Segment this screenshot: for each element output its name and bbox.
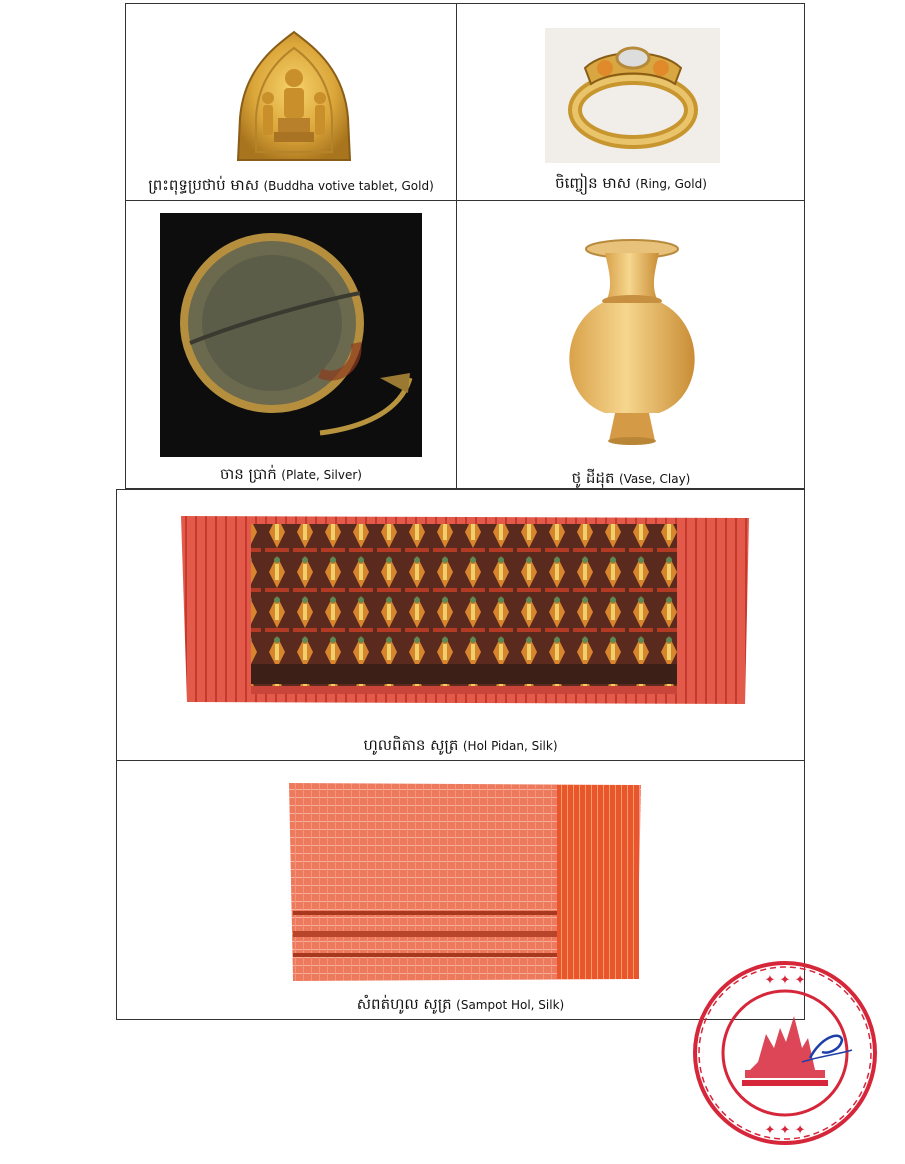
caption-en: (Hol Pidan, Silk) bbox=[462, 739, 558, 753]
caption-buddha-tablet bbox=[126, 176, 456, 198]
caption-hol-pidan bbox=[117, 736, 804, 758]
caption-en: (Ring, Gold) bbox=[635, 177, 707, 191]
clay-vase-image bbox=[557, 237, 707, 447]
cell-silver-plate bbox=[126, 201, 456, 489]
artifact-grid-top bbox=[125, 3, 805, 489]
svg-text:✦ ✦ ✦: ✦ ✦ ✦ bbox=[764, 973, 806, 988]
svg-text:✦ ✦ ✦: ✦ ✦ ✦ bbox=[764, 1123, 806, 1138]
cell-gold-ring bbox=[457, 4, 805, 200]
official-seal-icon bbox=[690, 958, 880, 1148]
caption-km: ព្រះពុទ្ធប្រថាប់ មាស bbox=[148, 176, 259, 194]
caption-km: ចាន ប្រាក់ bbox=[219, 465, 277, 483]
caption-km: ចិញ្ចៀន មាស bbox=[555, 174, 631, 192]
gold-ring-image bbox=[545, 28, 720, 163]
hol-pidan-image bbox=[179, 514, 751, 706]
caption-gold-ring bbox=[457, 174, 805, 196]
artifact-grid-bottom bbox=[116, 489, 805, 1020]
silver-plate-image bbox=[160, 213, 422, 457]
caption-km: ហូលពិតាន សូត្រ bbox=[363, 736, 459, 754]
cell-clay-vase bbox=[457, 201, 805, 489]
sampot-hol-image bbox=[287, 781, 643, 983]
caption-clay-vase bbox=[457, 469, 805, 491]
cell-buddha-tablet bbox=[126, 4, 456, 200]
caption-en: (Vase, Clay) bbox=[618, 472, 691, 486]
caption-km: ថូ ដីដុត bbox=[571, 469, 615, 487]
caption-en: (Buddha votive tablet, Gold) bbox=[263, 179, 434, 193]
caption-km: សំពត់ហូល សូត្រ bbox=[356, 995, 452, 1013]
caption-en: (Sampot Hol, Silk) bbox=[456, 998, 565, 1012]
buddha-tablet-image bbox=[234, 28, 354, 168]
caption-silver-plate bbox=[126, 465, 456, 487]
cell-hol-pidan bbox=[117, 490, 804, 760]
caption-en: (Plate, Silver) bbox=[281, 468, 362, 482]
